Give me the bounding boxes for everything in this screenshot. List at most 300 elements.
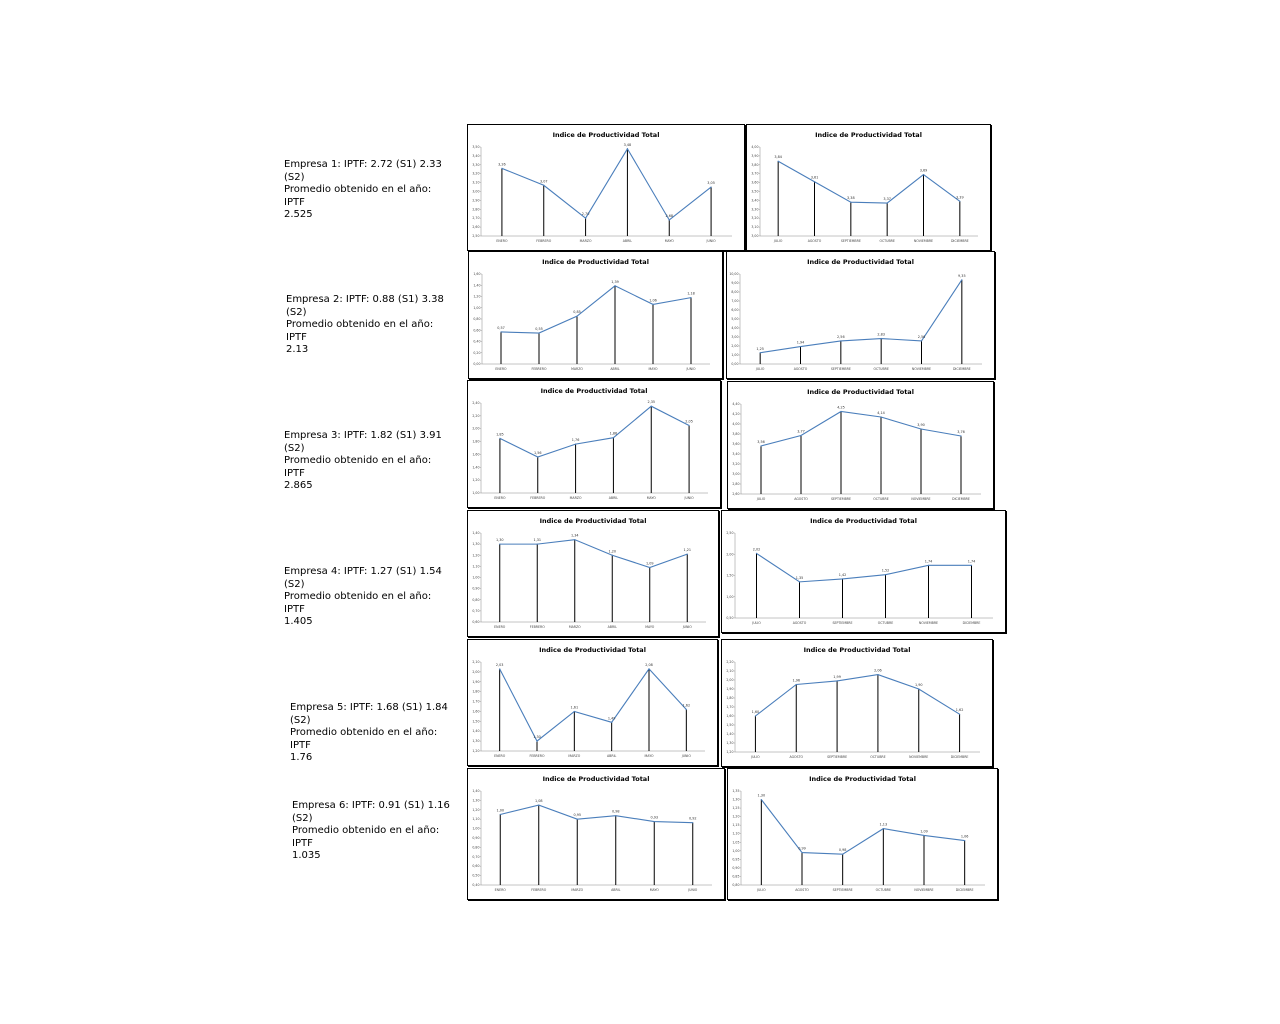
- summary-empresa-1: [284, 159, 454, 222]
- x-tick-label: DICIEMBRE: [955, 888, 974, 892]
- data-point: [883, 828, 884, 829]
- chart-empresa-4-s2: [721, 510, 1006, 633]
- data-label: 1,42: [838, 572, 847, 577]
- series-line: [760, 280, 962, 353]
- data-point: [840, 411, 841, 412]
- data-label: 3,48: [623, 142, 632, 147]
- data-point: [755, 715, 756, 716]
- data-point: [500, 814, 501, 815]
- data-point: [814, 181, 815, 182]
- x-tick-label: ABRIL: [622, 239, 633, 243]
- data-label: 0,93: [650, 815, 659, 820]
- y-tick-label: 1,80: [472, 439, 480, 444]
- x-tick-label: MAYO: [664, 239, 674, 243]
- x-tick-label: JULIO: [755, 367, 765, 371]
- data-point: [501, 168, 502, 169]
- y-tick-label: 0,60: [473, 328, 481, 333]
- y-tick-label: 1,60: [472, 709, 480, 714]
- chart-empresa-1-s2: [746, 124, 991, 251]
- x-tick-label: FEBRERO: [531, 367, 547, 371]
- y-tick-label: 2,20: [472, 413, 480, 418]
- x-tick-label: SEPTIEMBRE: [840, 239, 861, 243]
- y-tick-label: 0,70: [472, 854, 480, 859]
- summary-line-1: Empresa 3: IPTF: 1.82 (S1) 3.91 (S2): [284, 430, 442, 454]
- data-label: 3,26: [498, 162, 506, 167]
- data-label: 0,57: [497, 325, 505, 330]
- x-tick-label: OCTUBRE: [877, 621, 894, 625]
- data-point: [686, 709, 687, 710]
- data-point: [690, 297, 691, 298]
- y-tick-label: 2,80: [472, 207, 480, 212]
- data-point: [543, 185, 544, 186]
- x-tick-label: DICIEMBRE: [962, 621, 981, 625]
- summary-empresa-5: [290, 702, 460, 765]
- y-tick-label: 1,30: [726, 741, 734, 745]
- y-tick-label: 1,35: [732, 789, 740, 793]
- data-label: 1,35: [795, 575, 804, 580]
- series-line: [500, 805, 693, 823]
- data-point: [800, 346, 801, 347]
- data-point: [842, 578, 843, 579]
- x-tick-label: AGOSTO: [795, 888, 809, 892]
- y-tick-label: 1,10: [472, 817, 480, 822]
- chart-svg: [468, 125, 744, 250]
- x-tick-label: JUNIO: [684, 496, 694, 500]
- x-tick-label: FEBRERO: [529, 754, 545, 758]
- data-point: [648, 668, 649, 669]
- x-tick-label: JUNIO: [688, 888, 698, 892]
- y-tick-label: 0,60: [472, 864, 480, 869]
- data-label: 1,99: [833, 674, 841, 679]
- x-tick-label: MAYO: [645, 625, 655, 629]
- data-label: 3,56: [757, 440, 765, 444]
- x-tick-label: AGOSTO: [807, 239, 822, 243]
- data-label: 1,52: [881, 568, 890, 573]
- y-tick-label: 1,15: [732, 823, 740, 828]
- data-point: [574, 711, 575, 712]
- summary-line-2: Promedio obtenido en el año: IPTF: [284, 591, 432, 615]
- x-tick-label: MAYO: [648, 367, 658, 371]
- y-tick-label: 4,00: [751, 145, 759, 149]
- chart-svg: [469, 252, 722, 378]
- data-label: 1,34: [570, 533, 579, 538]
- y-tick-label: 2,10: [726, 669, 734, 673]
- data-point: [651, 406, 652, 407]
- data-point: [627, 148, 628, 149]
- y-tick-label: 1,20: [726, 750, 734, 754]
- data-point: [850, 202, 851, 203]
- data-point: [688, 425, 689, 426]
- data-point: [885, 574, 886, 575]
- data-point: [778, 161, 779, 162]
- chart-title: Indice de Productividad Total: [539, 517, 647, 525]
- x-tick-label: ENERO: [496, 239, 508, 243]
- x-tick-label: AGOSTO: [789, 755, 804, 759]
- x-tick-label: ENERO: [494, 754, 506, 758]
- y-tick-label: 1,20: [472, 553, 480, 558]
- data-label: 1,76: [571, 438, 580, 443]
- series-line: [502, 149, 711, 220]
- y-tick-label: 3,40: [732, 452, 740, 456]
- data-point: [710, 186, 711, 187]
- x-tick-label: OCTUBRE: [873, 497, 889, 501]
- chart-title: Indice de Productividad Total: [809, 775, 916, 783]
- summary-line-1: Empresa 4: IPTF: 1.27 (S1) 1.54 (S2): [284, 566, 442, 590]
- series-line: [761, 412, 961, 447]
- data-point: [615, 815, 616, 816]
- data-label: 1,96: [792, 678, 801, 683]
- data-label: 2,68: [665, 213, 674, 218]
- chart-title: Indice de Productividad Total: [542, 775, 650, 783]
- chart-title: Indice de Productividad Total: [807, 258, 914, 266]
- data-label: 3,38: [847, 196, 855, 201]
- summary-line-2: Promedio obtenido en el año: IPTF: [290, 727, 438, 751]
- x-tick-label: JULIO: [756, 497, 766, 501]
- data-label: 1,60: [751, 710, 760, 714]
- data-point: [499, 668, 500, 669]
- summary-line-2: Promedio obtenido en el año: IPTF: [284, 455, 432, 479]
- x-tick-label: MARZO: [568, 625, 581, 629]
- summary-line-1: Empresa 6: IPTF: 0.91 (S1) 1.16 (S2): [292, 800, 450, 824]
- data-label: 1,85: [496, 432, 504, 437]
- y-tick-label: 3,00: [751, 234, 759, 238]
- chart-title: Indice de Productividad Total: [815, 131, 922, 139]
- data-label: 9,35: [958, 273, 966, 278]
- y-tick-label: 3,00: [732, 472, 740, 476]
- x-tick-label: MARZO: [579, 239, 592, 243]
- data-point: [649, 567, 650, 568]
- y-tick-label: 0,20: [473, 350, 481, 355]
- y-tick-label: 3,70: [751, 171, 759, 176]
- data-label: 2,83: [877, 332, 885, 337]
- x-tick-label: MARZO: [568, 754, 581, 758]
- x-tick-label: DICIEMBRE: [950, 755, 969, 759]
- chart-svg: [468, 640, 717, 765]
- y-tick-label: 0,40: [473, 339, 481, 344]
- y-tick-label: 1,60: [726, 714, 734, 718]
- data-point: [881, 338, 882, 339]
- chart-empresa-2-s1: [468, 251, 723, 379]
- x-tick-label: AGOSTO: [792, 621, 807, 625]
- chart-svg: [728, 382, 993, 508]
- summary-empresa-3: [284, 430, 454, 493]
- y-tick-label: 1,20: [473, 294, 481, 299]
- y-tick-label: 2,00: [726, 552, 734, 557]
- x-tick-label: JUNIO: [686, 367, 696, 371]
- data-point: [842, 854, 843, 855]
- y-tick-label: 3,40: [472, 153, 480, 158]
- summary-line-3: 1.76: [290, 752, 313, 763]
- data-point: [959, 714, 960, 715]
- y-tick-label: 1,90: [472, 679, 480, 684]
- y-tick-label: 0,80: [732, 883, 740, 887]
- y-tick-label: 1,00: [472, 575, 480, 580]
- y-tick-label: 1,30: [472, 739, 480, 744]
- data-label: 2,08: [645, 662, 653, 667]
- x-tick-label: AGOSTO: [793, 367, 808, 371]
- y-tick-label: 0,40: [472, 883, 480, 887]
- x-tick-label: ENERO: [495, 367, 507, 371]
- data-label: 1,61: [570, 705, 579, 710]
- chart-title: Indice de Productividad Total: [810, 517, 917, 525]
- data-point: [612, 555, 613, 556]
- data-label: 1,13: [879, 822, 888, 827]
- y-tick-label: 0,60: [472, 620, 480, 624]
- chart-empresa-6-s1: [467, 768, 725, 900]
- y-tick-label: 2,40: [472, 401, 480, 405]
- data-point: [575, 444, 576, 445]
- y-tick-label: 0,90: [472, 586, 480, 591]
- y-tick-label: 0,00: [731, 362, 739, 366]
- chart-svg: [468, 769, 724, 899]
- data-label: 2,03: [495, 662, 504, 667]
- y-tick-label: 2,60: [732, 492, 740, 496]
- y-tick-label: 1,30: [472, 798, 480, 803]
- data-point: [801, 852, 802, 853]
- x-tick-label: JUNIO: [706, 239, 716, 243]
- x-tick-label: SEPTIEMBRE: [832, 888, 853, 892]
- y-tick-label: 4,20: [732, 412, 740, 416]
- x-tick-label: FEBRERO: [529, 625, 545, 629]
- y-tick-label: 2,00: [731, 344, 739, 348]
- chart-title: Indice de Productividad Total: [540, 387, 648, 395]
- data-label: 1,86: [609, 431, 618, 436]
- data-label: 1,56: [533, 451, 542, 455]
- x-tick-label: MAYO: [649, 888, 659, 892]
- x-tick-label: ENERO: [494, 888, 506, 892]
- y-tick-label: 1,00: [472, 491, 480, 495]
- x-tick-label: MAYO: [644, 754, 654, 758]
- y-tick-label: 2,50: [472, 234, 480, 238]
- x-tick-label: JULIO: [773, 239, 783, 243]
- y-tick-label: 2,00: [472, 669, 480, 674]
- data-point: [537, 544, 538, 545]
- chart-svg: [468, 381, 720, 507]
- chart-svg: [722, 511, 1005, 632]
- series-line: [757, 553, 972, 581]
- summary-line-3: 1.405: [284, 616, 313, 627]
- data-label: 1,62: [682, 703, 691, 708]
- data-label: 2,35: [647, 400, 656, 405]
- y-tick-label: 1,40: [472, 729, 480, 734]
- y-tick-label: 4,40: [732, 402, 740, 406]
- data-label: 2,02: [752, 547, 761, 552]
- y-tick-label: 3,40: [751, 198, 759, 203]
- y-tick-label: 1,70: [472, 699, 480, 704]
- x-tick-label: FEBRERO: [536, 239, 552, 243]
- summary-line-2: Promedio obtenido en el año: IPTF: [286, 319, 434, 343]
- data-point: [928, 565, 929, 566]
- data-label: 1,74: [924, 559, 933, 564]
- chart-empresa-6-s2: [727, 768, 998, 900]
- x-tick-label: MARZO: [569, 496, 582, 500]
- chart-empresa-4-s1: [467, 510, 719, 637]
- y-tick-label: 1,30: [732, 797, 740, 802]
- chart-empresa-1-s1: [467, 124, 745, 251]
- y-tick-label: 2,00: [472, 426, 480, 431]
- data-label: 3,90: [917, 423, 925, 427]
- y-tick-label: 3,00: [731, 335, 739, 339]
- data-label: 1,30: [757, 793, 766, 798]
- y-tick-label: 1,05: [732, 840, 740, 845]
- data-point: [652, 304, 653, 305]
- y-tick-label: 3,60: [751, 180, 759, 185]
- data-label: 3,39: [956, 195, 964, 200]
- data-label: 1,25: [756, 346, 764, 351]
- y-tick-label: 3,30: [472, 162, 480, 167]
- data-label: 1,08: [534, 799, 543, 804]
- data-label: 1,49: [607, 716, 616, 721]
- chart-empresa-3-s2: [727, 381, 994, 509]
- y-tick-label: 0,80: [472, 845, 480, 850]
- x-tick-label: JULIO: [757, 888, 766, 892]
- y-tick-label: 1,50: [726, 573, 734, 578]
- data-label: 1,90: [914, 683, 923, 687]
- data-label: 0,99: [798, 846, 806, 851]
- y-tick-label: 0,90: [472, 836, 480, 840]
- series-line: [500, 540, 688, 568]
- data-point: [840, 340, 841, 341]
- y-tick-label: 1,40: [472, 531, 480, 535]
- data-label: 0,98: [611, 809, 620, 814]
- y-tick-label: 3,20: [751, 216, 759, 221]
- summary-empresa-4: [284, 566, 454, 629]
- data-label: 3,69: [919, 168, 928, 173]
- data-label: 3,84: [774, 155, 782, 160]
- x-tick-label: OCTUBRE: [873, 367, 889, 371]
- data-label: 3,61: [810, 175, 819, 180]
- data-label: 0,92: [688, 816, 697, 821]
- data-label: 1,09: [645, 561, 654, 566]
- y-tick-label: 2,80: [732, 482, 740, 486]
- data-label: 2,05: [685, 419, 693, 424]
- data-point: [499, 438, 500, 439]
- data-point: [877, 674, 878, 675]
- data-label: 0,55: [535, 327, 543, 332]
- series-line: [501, 286, 691, 333]
- data-label: 1,74: [967, 559, 976, 564]
- chart-title: Indice de Productividad Total: [807, 388, 914, 396]
- x-tick-label: NOVIEMBRE: [911, 497, 931, 501]
- data-point: [687, 554, 688, 555]
- x-tick-label: DICIEMBRE: [952, 497, 970, 501]
- y-tick-label: 1,20: [732, 814, 740, 819]
- y-tick-label: 0,85: [732, 874, 740, 879]
- x-tick-label: FEBRERO: [530, 496, 546, 500]
- data-label: 3,07: [539, 179, 548, 184]
- x-tick-label: ABRIL: [608, 496, 619, 500]
- data-point: [761, 799, 762, 800]
- series-line: [755, 675, 959, 716]
- data-label: 2,56: [837, 334, 845, 339]
- y-tick-label: 1,20: [472, 807, 480, 812]
- chart-svg: [728, 769, 997, 899]
- data-point: [614, 285, 615, 286]
- x-tick-label: JUNIO: [681, 754, 691, 758]
- y-tick-label: 1,00: [731, 353, 739, 357]
- y-tick-label: 1,10: [472, 564, 480, 569]
- y-tick-label: 1,00: [473, 305, 481, 310]
- x-tick-label: NOVIEMBRE: [911, 367, 932, 371]
- data-point: [959, 201, 960, 202]
- data-label: 1,18: [687, 291, 695, 296]
- data-label: 3,77: [797, 429, 805, 434]
- y-tick-label: 1,20: [472, 478, 480, 483]
- data-point: [756, 553, 757, 554]
- y-tick-label: 1,30: [472, 542, 480, 547]
- data-point: [538, 805, 539, 806]
- data-point: [923, 174, 924, 175]
- data-label: 3,37: [883, 197, 891, 202]
- y-tick-label: 1,90: [726, 687, 734, 691]
- x-tick-label: FEBRERO: [531, 888, 547, 892]
- data-point: [692, 822, 693, 823]
- series-line: [500, 406, 689, 457]
- data-label: 1,94: [796, 340, 805, 345]
- y-tick-label: 10,00: [729, 272, 739, 276]
- y-tick-label: 1,50: [726, 723, 734, 727]
- data-point: [918, 688, 919, 689]
- data-point: [921, 340, 922, 341]
- y-tick-label: 2,10: [472, 660, 480, 664]
- data-label: 1,06: [960, 834, 969, 839]
- y-tick-label: 2,20: [726, 660, 734, 664]
- data-label: 2,70: [581, 212, 590, 217]
- data-point: [499, 544, 500, 545]
- data-label: 1,31: [533, 538, 542, 543]
- y-tick-label: 3,10: [472, 180, 480, 185]
- y-tick-label: 2,50: [726, 531, 734, 535]
- x-tick-label: AGOSTO: [794, 497, 808, 501]
- x-tick-label: MARZO: [571, 888, 584, 892]
- y-tick-label: 3,60: [732, 442, 740, 446]
- x-tick-label: ABRIL: [607, 625, 617, 629]
- chart-empresa-2-s2: [726, 251, 995, 379]
- y-tick-label: 1,80: [726, 696, 734, 700]
- data-label: 4,14: [877, 411, 885, 415]
- data-point: [538, 332, 539, 333]
- summary-line-2: Promedio obtenido en el año: IPTF: [292, 825, 440, 849]
- y-tick-label: 9,00: [731, 281, 739, 285]
- chart-svg: [727, 252, 994, 378]
- data-label: 0,98: [838, 848, 847, 853]
- y-tick-label: 3,80: [751, 162, 759, 167]
- y-tick-label: 2,90: [472, 198, 480, 203]
- data-point: [760, 445, 761, 446]
- x-tick-label: SEPTIEMBRE: [830, 497, 852, 501]
- data-point: [536, 741, 537, 742]
- chart-title: Indice de Productividad Total: [539, 646, 646, 654]
- data-label: 1,21: [683, 548, 692, 553]
- chart-svg: [747, 125, 990, 250]
- summary-line-3: 2.525: [284, 209, 313, 220]
- y-tick-label: 3,50: [472, 145, 480, 149]
- x-tick-label: OCTUBRE: [875, 888, 892, 892]
- y-tick-label: 2,60: [472, 225, 480, 230]
- data-point: [887, 202, 888, 203]
- data-point: [836, 680, 837, 681]
- x-tick-label: DICIEMBRE: [952, 367, 971, 371]
- x-tick-label: ABRIL: [611, 888, 621, 892]
- data-point: [585, 218, 586, 219]
- data-label: 1,06: [649, 298, 657, 303]
- y-tick-label: 3,20: [472, 171, 480, 176]
- y-tick-label: 2,00: [726, 678, 734, 682]
- y-tick-label: 0,50: [726, 616, 734, 620]
- data-label: 4,25: [837, 405, 845, 410]
- x-tick-label: SEPTIEMBRE: [832, 621, 853, 625]
- x-tick-label: JULIO: [751, 755, 760, 759]
